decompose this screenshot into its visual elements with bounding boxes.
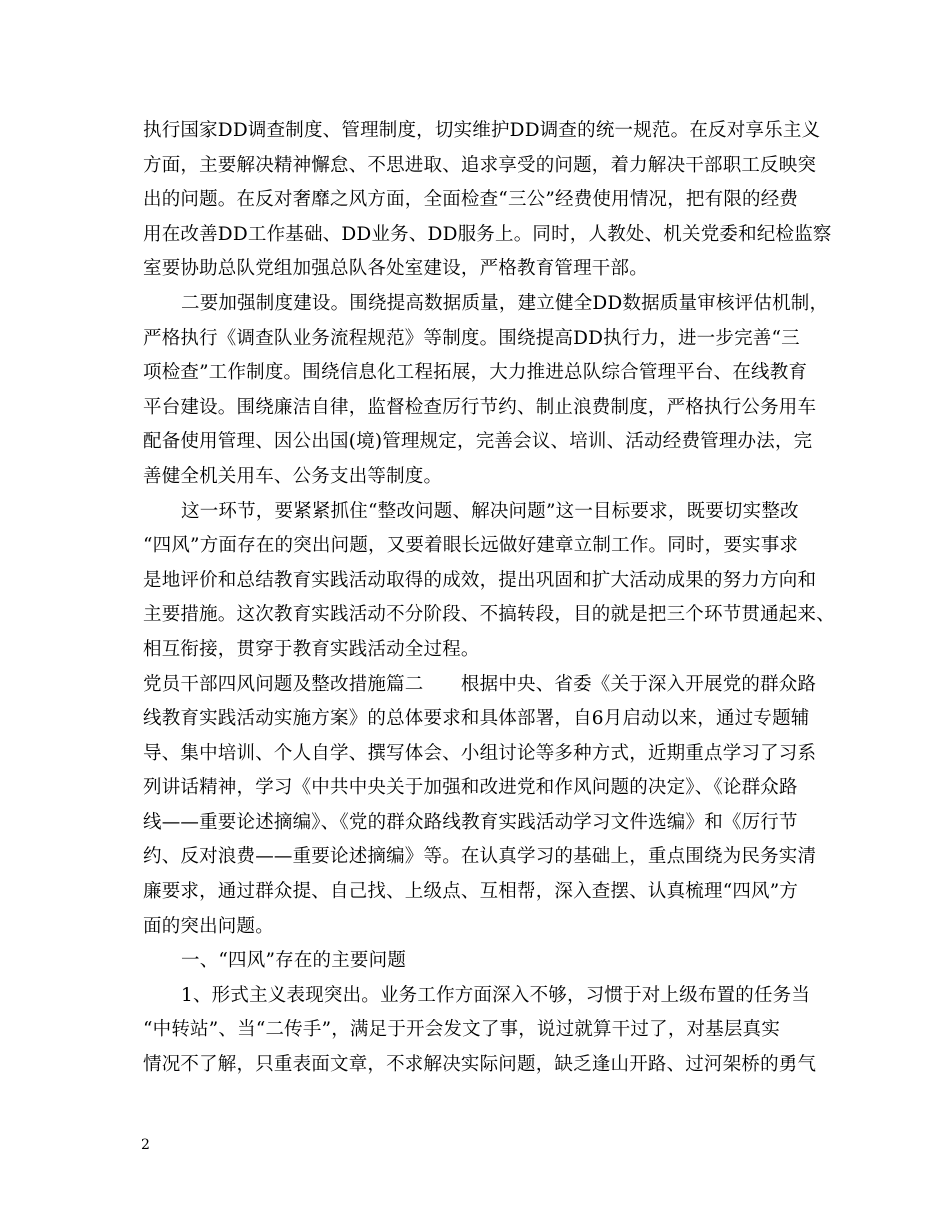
text-line: 情况不了解，只重表面文章，不求解决实际问题，缺乏逢山开路、过河架桥的勇气	[143, 1054, 817, 1076]
text-line: 一、“四风”存在的主要问题	[181, 950, 407, 972]
text-line: 这一环节，要紧紧抓住“整改问题、解决问题”这一目标要求，既要切实整改	[181, 500, 799, 522]
text-line: 主要措施。这次教育实践活动不分阶段、不搞转段，目的就是把三个环节贯通起来、	[143, 604, 835, 626]
text-line: 出的问题。在反对奢靡之风方面，全面检查“三公”经费使用情况，把有限的经费	[143, 189, 799, 211]
text-line: 室要协助总队党组加强总队各处室建设，严格教育管理干部。	[143, 258, 648, 280]
text-line: 面的突出问题。	[143, 915, 274, 937]
text-line: 配备使用管理、因公出国(境)管理规定，完善会议、培训、活动经费管理办法，完	[143, 431, 813, 453]
text-line: 项检查”工作制度。围绕信息化工程拓展，大力推进总队综合管理平台、在线教育	[143, 362, 808, 384]
text-line: 是地评价和总结教育实践活动取得的成效，提出巩固和扩大活动成果的努力方向和	[143, 569, 817, 591]
text-line: 列讲话精神，学习《中共中央关于加强和改进党和作风问题的决定》、《论群众路	[143, 777, 798, 799]
text-line: “四风”方面存在的突出问题，又要着眼长远做好建章立制工作。同时，要实事求	[143, 535, 799, 557]
text-line: 约、反对浪费——重要论述摘编》等。在认真学习的基础上，重点围绕为民务实清	[143, 846, 817, 868]
text-line: 方面，主要解决精神懈怠、不思进取、追求享受的问题，着力解决干部职工反映突	[143, 154, 817, 176]
text-line: 严格执行《调查队业务流程规范》等制度。围绕提高DD执行力，进一步完善“三	[143, 327, 800, 349]
text-line: 线——重要论述摘编》、《党的群众路线教育实践活动学习文件选编》和《厉行节	[143, 811, 798, 833]
text-line: 廉要求，通过群众提、自己找、上级点、互相帮，深入查摆、认真梳理“四风”方	[143, 881, 799, 903]
text-line: 1、形式主义表现突出。业务工作方面深入不够，习惯于对上级布置的任务当	[181, 984, 811, 1006]
text-line: 导、集中培训、个人自学、撰写体会、小组讨论等多种方式，近期重点学习了习系	[143, 742, 817, 764]
text-line: 党员干部四风问题及整改措施篇二 根据中央、省委《关于深入开展党的群众路	[143, 673, 817, 695]
text-line: 平台建设。围绕廉洁自律，监督检查厉行节约、制止浪费制度，严格执行公务用车	[143, 396, 817, 418]
text-line: “中转站”、当“二传手”，满足于开会发文了事，说过就算干过了，对基层真实	[143, 1019, 781, 1041]
body-text	[143, 114, 835, 1083]
text-line: 执行国家DD调查制度、管理制度，切实维护DD调查的统一规范。在反对享乐主义	[143, 120, 821, 141]
text-line: 二要加强制度建设。围绕提高数据质量，建立健全DD数据质量审核评估机制，	[181, 292, 829, 314]
page-number: 2	[141, 1137, 150, 1153]
text-line: 相互衔接，贯穿于教育实践活动全过程。	[143, 638, 480, 660]
text-line: 用在改善DD工作基础、DD业务、DD服务上。同时，人教处、机关党委和纪检监察	[143, 223, 832, 245]
text-line: 善健全机关用车、公务支出等制度。	[143, 465, 443, 487]
text-line: 线教育实践活动实施方案》的总体要求和具体部署，自6月启动以来，通过专题辅	[143, 708, 810, 730]
